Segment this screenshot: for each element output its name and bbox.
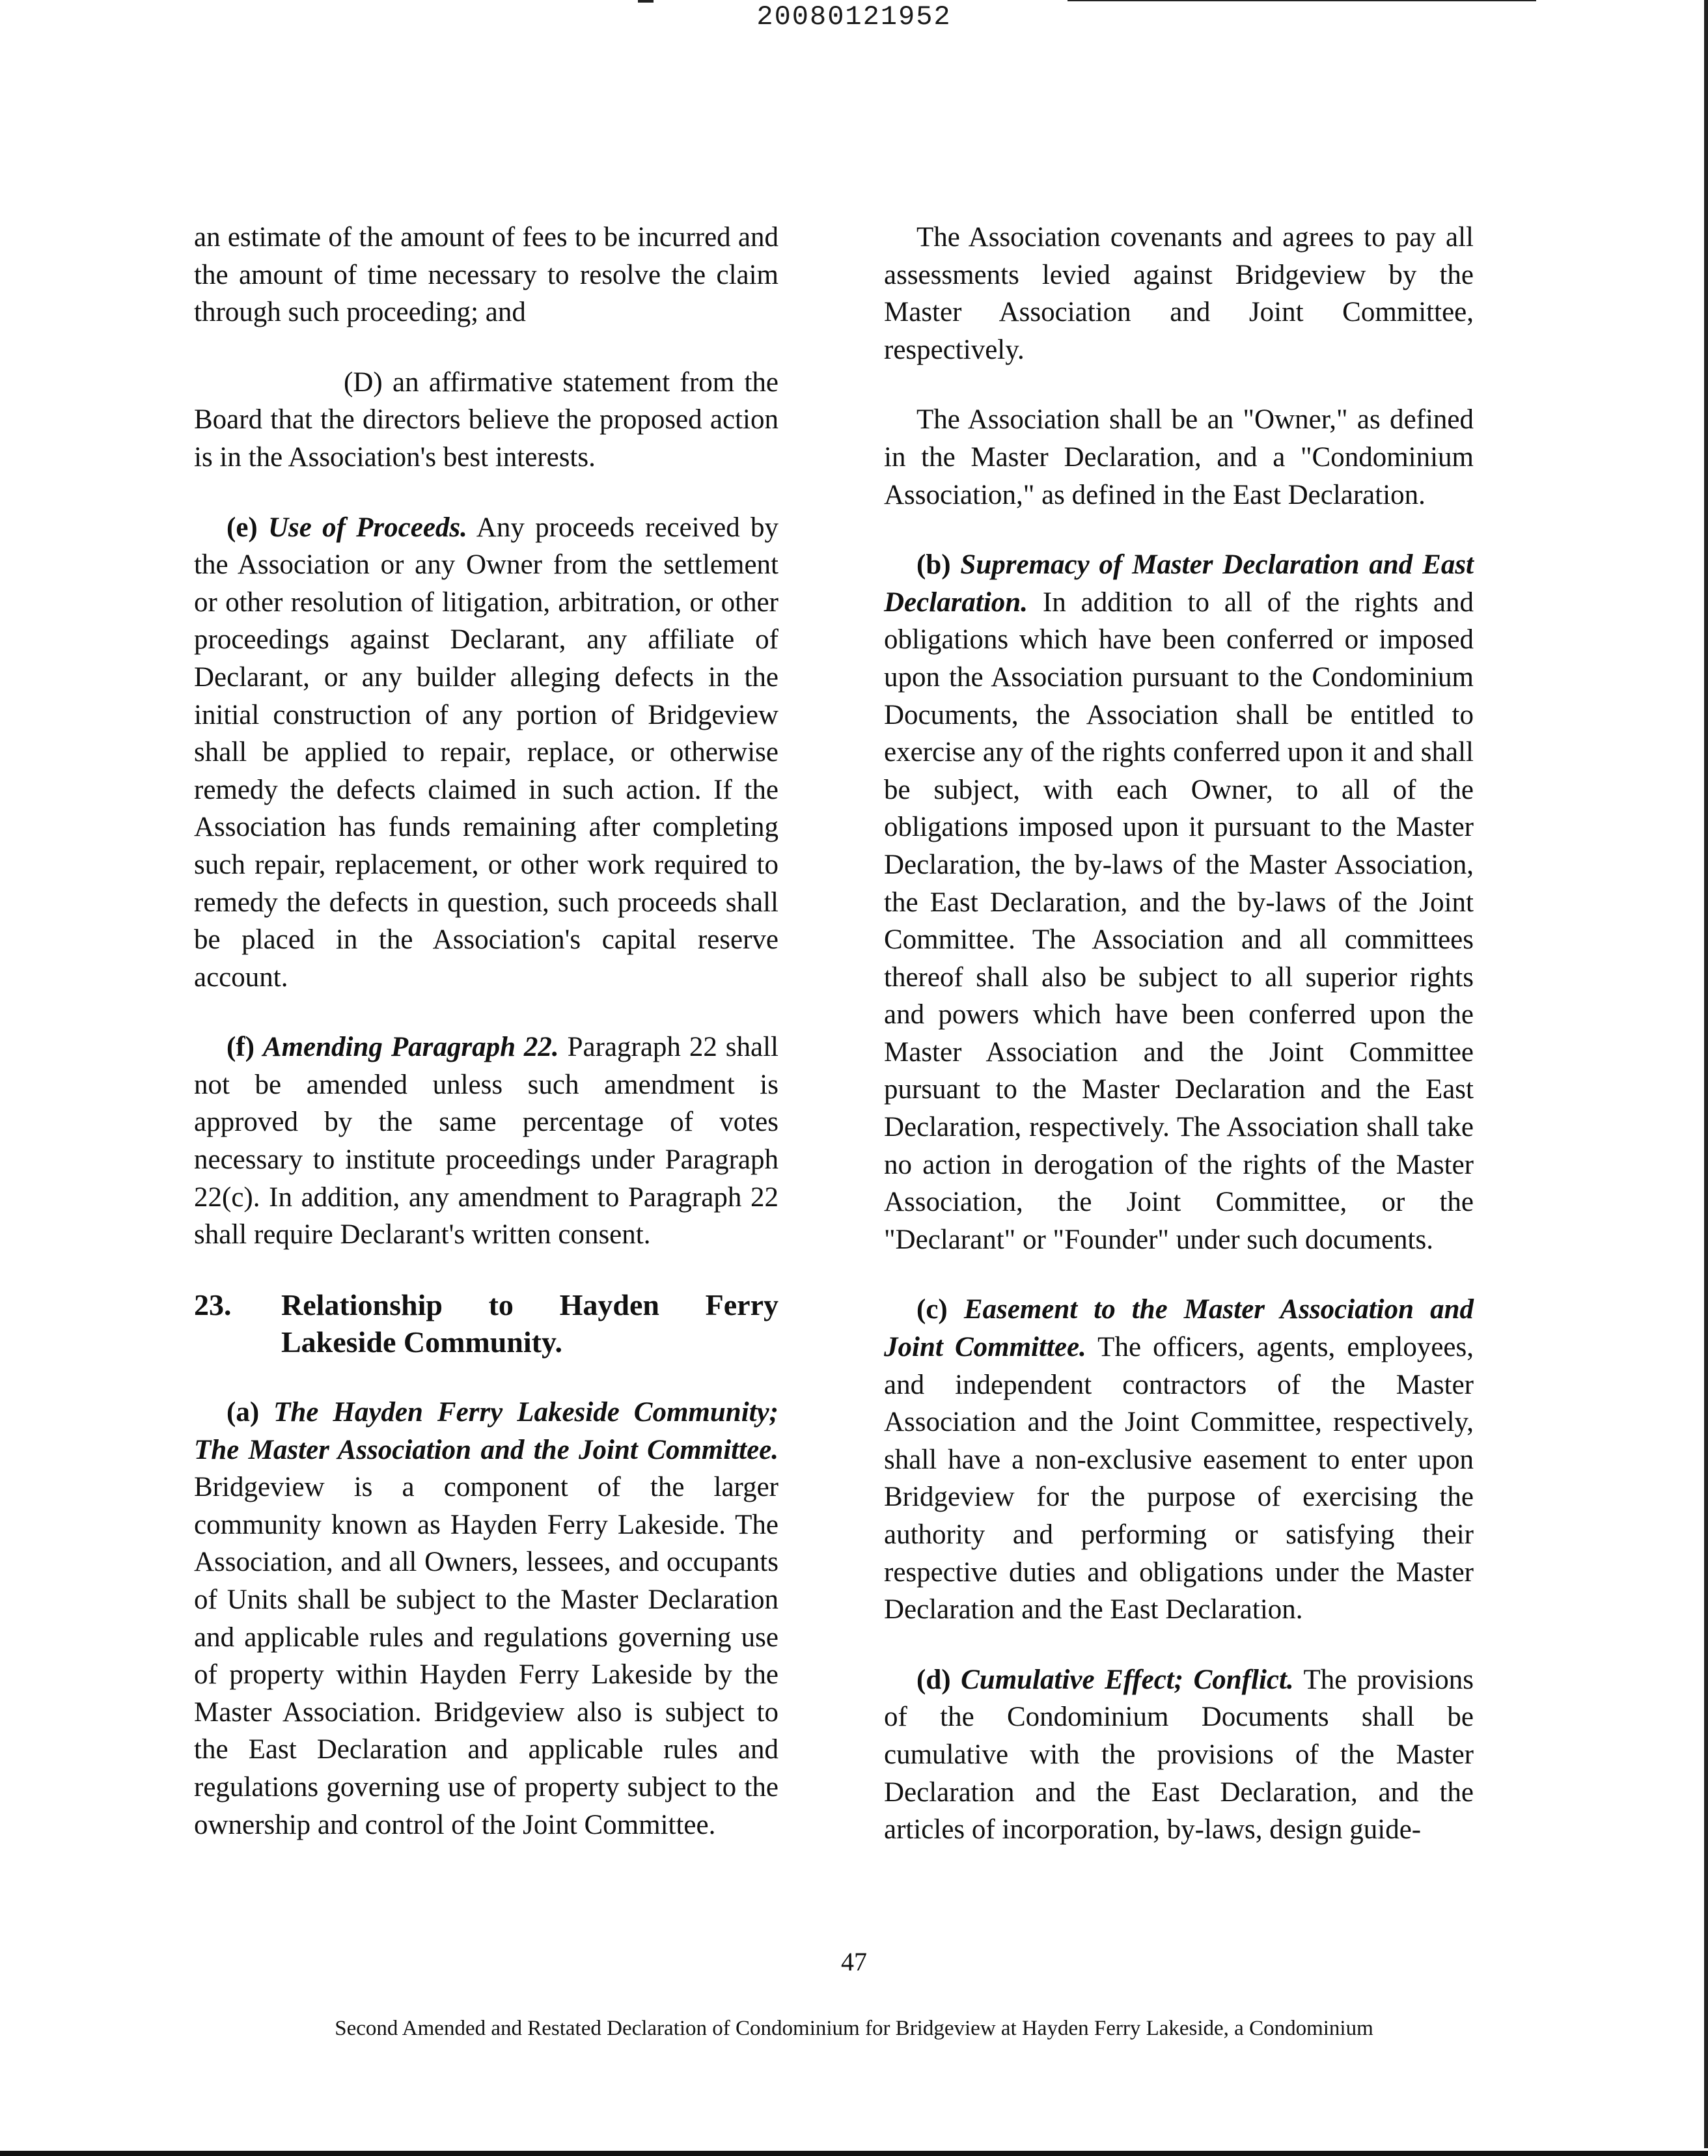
scan-edge-right (1704, 0, 1708, 2148)
paragraph-body: The provisions of the Condominium Documents shall be cumulative with the provisions of the Master Declaration and the East Declaration, and the articles of incorporation, by-laws, design guide- (884, 1664, 1474, 1845)
paragraph-title: The Hayden Ferry Lakeside Community; The Master Association and the Joint Committee. (194, 1397, 778, 1465)
section-title: Relationship to Hayden Ferry Lakeside Community. (281, 1288, 778, 1359)
paragraph-label: (c) (916, 1294, 948, 1325)
paragraph-body: Bridgeview is a component of the larger community known as Hayden Ferry Lakeside. The Association, and all Owners, lessees, and occupants of Units shall be subject to the Master Declaration and applicable rules and regulations governing use of property within Hayden Ferry Lakeside by the Master Association. Bridgeview also is subject to the East Declaration and applicable rules and regulations governing use of property subject to the ownership and control of the Joint Committee. (194, 1472, 778, 1840)
paragraph-body: Any proceeds received by the Association or any Owner from the settlement or other resolution of litigation, arbitration, or other proceedings against Declarant, any affiliate of Declarant, or any builder alleging defects in the initial construction of any portion of Bridgeview shall be applied to repair, replace, or otherwise remedy the defects claimed in such action. If the Association has funds remaining after completing such repair, replacement, or other work required to remedy the defects in question, such proceeds shall be placed in the Association's capital reserve account. (194, 512, 778, 993)
paragraph-body: The officers, agents, employees, and independent contractors of the Master Association and the Joint Committee, respectively, shall have a non-exclusive easement to enter upon Bridgeview for the purpose of exercising the authority and performing or satisfying their respective duties and obligations under the Master Declaration and the East Declaration. (884, 1332, 1474, 1625)
page-number: 47 (841, 1947, 867, 1976)
paragraph-body: Paragraph 22 shall not be amended unless such amendment is approved by the same percentage of votes necessary to institute proceedings under Paragraph 22(c). In addition, any amendment to Paragraph 22 shall require Declarant's written consent. (194, 1032, 779, 1251)
right-column (884, 219, 1474, 1881)
paragraph-d: (D) an affirmative statement from the Board that the directors believe the proposed action is in the Association's best interests. (194, 366, 778, 473)
paragraph-title: Supremacy of Master Declaration and East Declaration. (884, 549, 1474, 618)
section-number: 23. (194, 1288, 232, 1321)
paragraph-title: Amending Paragraph 22. (262, 1032, 559, 1063)
paragraph-d-cumulative (884, 1661, 1474, 1849)
scan-edge-bottom (0, 2151, 1708, 2156)
paragraph-title: Use of Proceeds. (268, 512, 467, 543)
paragraph-label: (b) (916, 549, 951, 581)
section-heading (194, 1286, 778, 1361)
paragraph-label: (d) (916, 1664, 951, 1695)
paragraph-label: (f) (227, 1032, 255, 1063)
paragraph-b (884, 546, 1474, 1258)
document-number: 20080121952 (756, 1, 952, 33)
paragraph-assessments: The Association covenants and agrees to pay all assessments levied against Bridgeview by the Master Association and Joint Committee, respectively. (884, 222, 1474, 365)
paragraph-body: In addition to all of the rights and obligations which have been conferred or imposed upon the Association pursuant to the Condominium Documents, the Association shall be entitled to exercise any of the rights conferred upon it and shall be subject, with each Owner, to all of the obligations imposed upon it pursuant to the Master Declaration, the by-laws of the Master Association, the East Declaration, and the by-laws of the Joint Committee. The Association and all committees thereof shall also be subject to all superior rights and powers which have been conferred upon the Master Association and the Joint Committee pursuant to the Master Declaration and the East Declaration, respectively. The Association shall take no action in derogation of the rights of the Master Association, the Joint Committee, or the "Declarant" or "Founder" under such documents. (884, 587, 1474, 1255)
paragraph-continued: an estimate of the amount of fees to be incurred and the amount of time necessary to resolve the claim through such proceeding; and (194, 222, 778, 328)
paragraph-label: (e) (227, 512, 258, 543)
paragraph-label: (a) (227, 1397, 260, 1428)
paragraph-f (194, 1029, 778, 1254)
paragraph-title: Easement to the Master Association and Joint Committee. (884, 1294, 1474, 1363)
paragraph-c (884, 1291, 1474, 1628)
paragraph-a (194, 1394, 778, 1844)
paragraph-title: Cumulative Effect; Conflict. (961, 1664, 1294, 1695)
paragraph-e (194, 509, 778, 997)
paragraph-owner: The Association shall be an "Owner," as defined in the Master Declaration, and a "Condominium Association," as defined in the East Declaration. (884, 404, 1474, 510)
document-footer: Second Amended and Restated Declaration of Condominium for Bridgeview at Hayden Ferry Lakeside, a Condominium (335, 2017, 1373, 2040)
left-column (194, 219, 778, 1876)
